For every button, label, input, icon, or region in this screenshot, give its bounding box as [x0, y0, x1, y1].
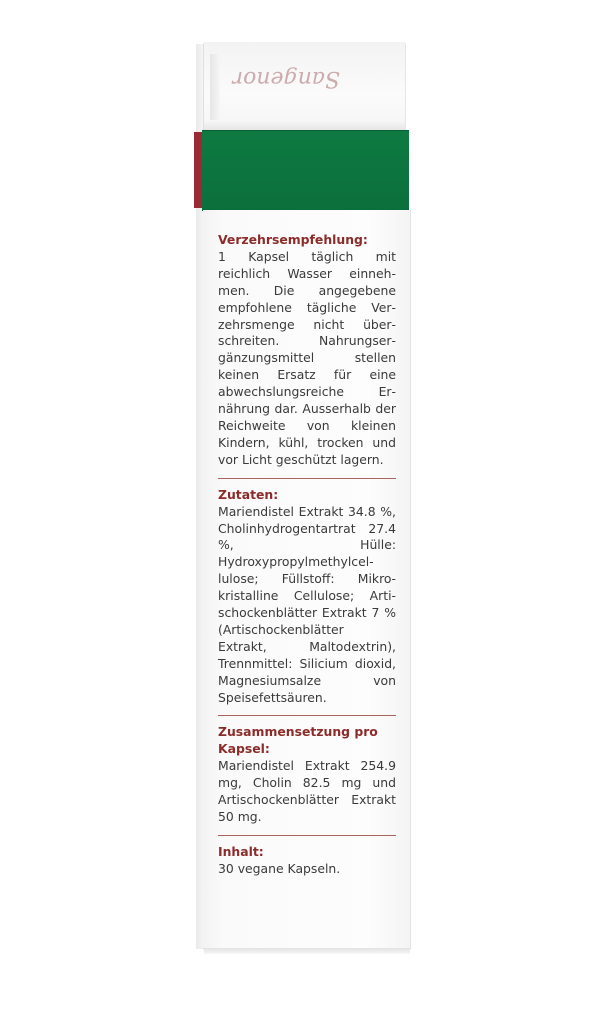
section-body: 30 vegane Kapseln. — [218, 860, 341, 876]
section-contents — [218, 844, 396, 878]
divider — [218, 835, 396, 836]
section-composition — [218, 724, 396, 825]
box-bottom-edge — [204, 948, 410, 954]
section-body: Mariendistel Extrakt 34.8 %, Cholinhydrogentartrat 27.4 %, Hülle: Hydroxypropylmethylcellulose; Füllstoff: Mikrokristalline Cellulose; Artischockenblätter Extrakt 7 % (Artischockenblätter Extrakt, Maltodextrin), Trennmittel: Silicium dioxid, Magnesiumsalze von Speisefettsäuren. — [218, 503, 396, 705]
section-usage — [218, 232, 396, 469]
section-title: Verzehrsempfehlung: — [218, 232, 368, 247]
section-body: Mariendistel Extrakt 254.9 mg, Cholin 82.5 mg und Artischockenblätter Extrakt 50 mg. — [218, 758, 396, 824]
section-body: 1 Kapsel täglich mit reichlich Wasser einnehmen. Die angegebene empfohlene tägliche Verzehrsmenge nicht überschreiten. Nahrungsergänzungsmittel stellen keinen Ersatz für eine abwechslungsreiche Ernährung dar. Ausserhalb der Reichweite von kleinen Kindern, kühl, trocken und vor Licht geschützt lagern. — [218, 248, 396, 467]
green-color-band — [202, 130, 409, 211]
divider — [218, 715, 396, 716]
section-title: Inhalt: — [218, 843, 264, 859]
section-title: Zutaten: — [218, 486, 279, 502]
divider — [218, 478, 396, 479]
label-text — [218, 232, 396, 878]
section-title: Zusammensetzung pro Kapsel: — [218, 724, 378, 757]
brand-logo: Sangenor — [232, 66, 340, 91]
section-ingredients — [218, 487, 396, 707]
